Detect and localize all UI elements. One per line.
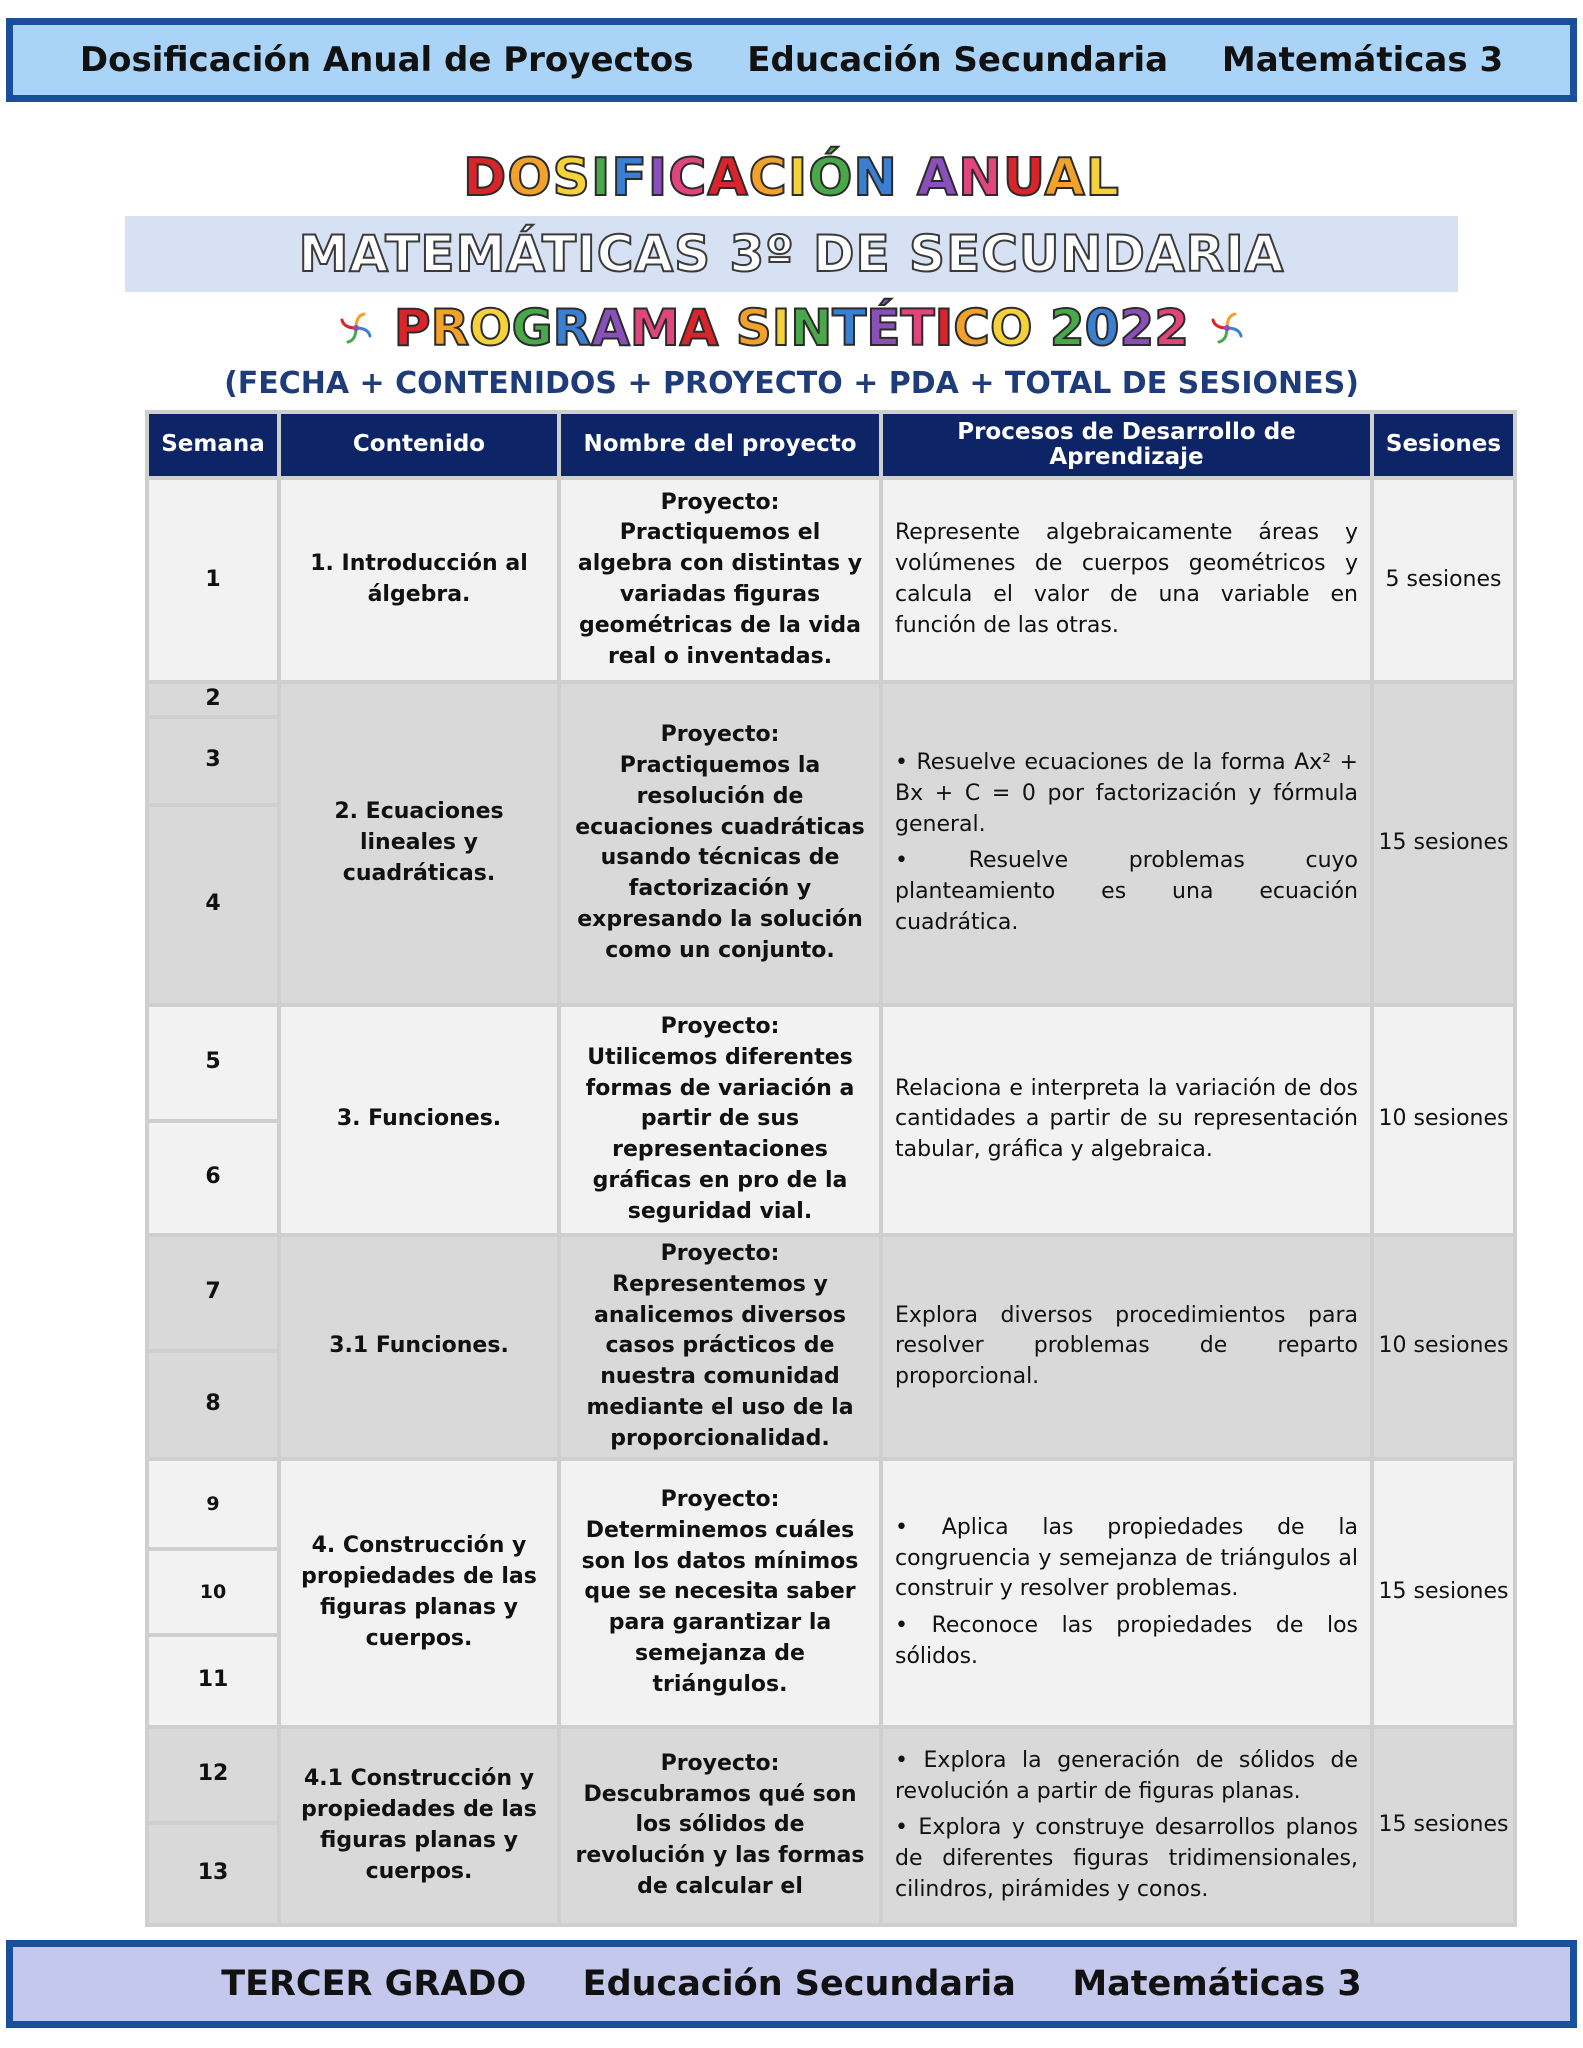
week-cell: 7: [149, 1237, 277, 1349]
week-cell: 1: [149, 480, 277, 680]
proyecto-name: Determinemos cuáles son los datos mínimos que se necesita saber para garantizar la semejanza de triángulos.: [581, 1517, 859, 1697]
proyecto-prefix: Proyecto:: [660, 1241, 780, 1266]
week-cell: 2: [149, 684, 277, 715]
proyecto-cell: [561, 1461, 879, 1725]
table-row: [149, 1461, 1513, 1547]
table-row: [149, 480, 1513, 680]
header-proyecto: Nombre del proyecto: [561, 414, 879, 476]
header-center-text: Educación Secundaria: [747, 40, 1169, 80]
week-cell: 8: [149, 1353, 277, 1457]
sesiones-cell: 15 sesiones: [1374, 684, 1513, 1003]
proyecto-cell: [561, 480, 879, 680]
table-row: [149, 684, 1513, 715]
proyecto-prefix: Proyecto:: [660, 1750, 780, 1776]
title-subtitle: (FECHA + CONTENIDOS + PROYECTO + PDA + TOTAL DE SESIONES): [224, 366, 1359, 401]
table-header-row: [149, 414, 1513, 476]
table-row: [149, 1237, 1513, 1349]
pda-item: • Resuelve problemas cuyo planteamiento es una ecuación cuadrática.: [895, 848, 1358, 935]
header-contenido: Contenido: [281, 414, 557, 476]
proyecto-prefix: Proyecto:: [660, 1487, 780, 1512]
page-footer-band: [6, 1940, 1577, 2028]
pda-cell: [883, 480, 1370, 680]
header-right-text: Matemáticas 3: [1221, 40, 1504, 80]
dosificacion-table: [145, 410, 1517, 1927]
pda-item: • Resuelve ecuaciones de la forma Ax² + Bx + C = 0 por factorización y fórmula general.: [895, 750, 1358, 837]
page-header-band: [6, 18, 1577, 102]
sesiones-cell: 15 sesiones: [1374, 1461, 1513, 1725]
pda-cell: [883, 1237, 1370, 1457]
pda-item: Explora diversos procedimientos para resolver problemas de reparto proporcional.: [895, 1302, 1358, 1390]
table-row: [149, 1729, 1513, 1821]
sesiones-cell: 10 sesiones: [1374, 1237, 1513, 1457]
contenido-cell: 4.1 Construcción y propiedades de las figuras planas y cuerpos.: [281, 1729, 557, 1923]
contenido-cell: 4. Construcción y propiedades de las figuras planas y cuerpos.: [281, 1461, 557, 1725]
proyecto-name: Utilicemos diferentes formas de variación a partir de sus representaciones gráficas en pro de la seguridad vial.: [585, 1044, 855, 1224]
pda-cell: [883, 1729, 1370, 1923]
proyecto-name: Practiquemos la resolución de ecuaciones cuadráticas usando técnicas de factorización y expresando la solución como un conjunto.: [575, 753, 865, 963]
proyecto-name: Practiquemos el algebra con distintas y variadas figuras geométricas de la vida real o inventadas.: [577, 520, 863, 669]
pda-cell: [883, 684, 1370, 1003]
week-cell: 3: [149, 719, 277, 803]
week-cell: 10: [149, 1551, 277, 1633]
proyecto-cell: [561, 1729, 879, 1923]
week-cell: 13: [149, 1825, 277, 1923]
header-left-text: Dosificación Anual de Proyectos: [79, 40, 694, 80]
program-title: [0, 292, 1583, 364]
week-cell: 11: [149, 1637, 277, 1725]
pda-cell: [883, 1007, 1370, 1233]
footer-right-text: Matemáticas 3: [1072, 1964, 1362, 2004]
contenido-cell: 3. Funciones.: [281, 1007, 557, 1233]
footer-center-text: Educación Secundaria: [582, 1964, 1016, 2004]
proyecto-cell: [561, 1237, 879, 1457]
week-cell: 9: [149, 1461, 277, 1547]
subject-title-band: [125, 216, 1458, 292]
header-sesiones: Sesiones: [1374, 414, 1513, 476]
proyecto-name: Representemos y analicemos diversos casos prácticos de nuestra comunidad mediante el uso de la proporcionalidad.: [586, 1271, 854, 1451]
flower-ornament-icon: [336, 308, 376, 348]
contenido-cell: 2. Ecuaciones lineales y cuadráticas.: [281, 684, 557, 1003]
footer-left-text: TERCER GRADO: [221, 1964, 527, 2004]
flower-ornament-icon: [1207, 308, 1247, 348]
sesiones-cell: 15 sesiones: [1374, 1729, 1513, 1923]
proyecto-name: Descubramos qué son los sólidos de revolución y las formas de calcular el: [575, 1781, 865, 1899]
week-cell: 5: [149, 1007, 277, 1119]
contenido-cell: 1. Introducción al álgebra.: [281, 480, 557, 680]
pda-item: Represente algebraicamente áreas y volúmenes de cuerpos geométricos y calcula el valor de una variable en función de las otras.: [895, 520, 1358, 638]
proyecto-prefix: Proyecto:: [660, 1014, 780, 1039]
header-pda: Procesos de Desarrollo de Aprendizaje: [883, 414, 1370, 476]
pda-item: • Aplica las propiedades de la congruencia y semejanza de triángulos al construir y resolver problemas.: [895, 1514, 1358, 1602]
pda-item: Relaciona e interpreta la variación de dos cantidades a partir de su representación tabular, gráfica y algebraica.: [895, 1075, 1358, 1163]
week-cell: 4: [149, 807, 277, 1003]
pda-cell: [883, 1461, 1370, 1725]
table-row: [149, 1007, 1513, 1119]
program-title-text: PROGRAMA SINTÉTICO 2022: [393, 299, 1190, 357]
week-cell: 12: [149, 1729, 277, 1821]
proyecto-cell: [561, 684, 879, 1003]
main-title: DOSIFICACIÓN ANUAL: [463, 148, 1120, 208]
pda-item: • Explora la generación de sólidos de revolución a partir de figuras planas.: [895, 1747, 1358, 1804]
header-semana: Semana: [149, 414, 277, 476]
contenido-cell: 3.1 Funciones.: [281, 1237, 557, 1457]
week-cell: 6: [149, 1123, 277, 1233]
sesiones-cell: 5 sesiones: [1374, 480, 1513, 680]
pda-item: • Explora y construye desarrollos planos de diferentes figuras tridimensionales, cilindros, pirámides y conos.: [895, 1815, 1358, 1902]
proyecto-prefix: Proyecto:: [660, 722, 780, 748]
pda-item: • Reconoce las propiedades de los sólidos.: [895, 1613, 1358, 1669]
title-block: [0, 140, 1583, 401]
proyecto-cell: [561, 1007, 879, 1233]
proyecto-prefix: Proyecto:: [660, 489, 780, 515]
sesiones-cell: 10 sesiones: [1374, 1007, 1513, 1233]
subject-title: MATEMÁTICAS 3º DE SECUNDARIA: [298, 225, 1285, 283]
